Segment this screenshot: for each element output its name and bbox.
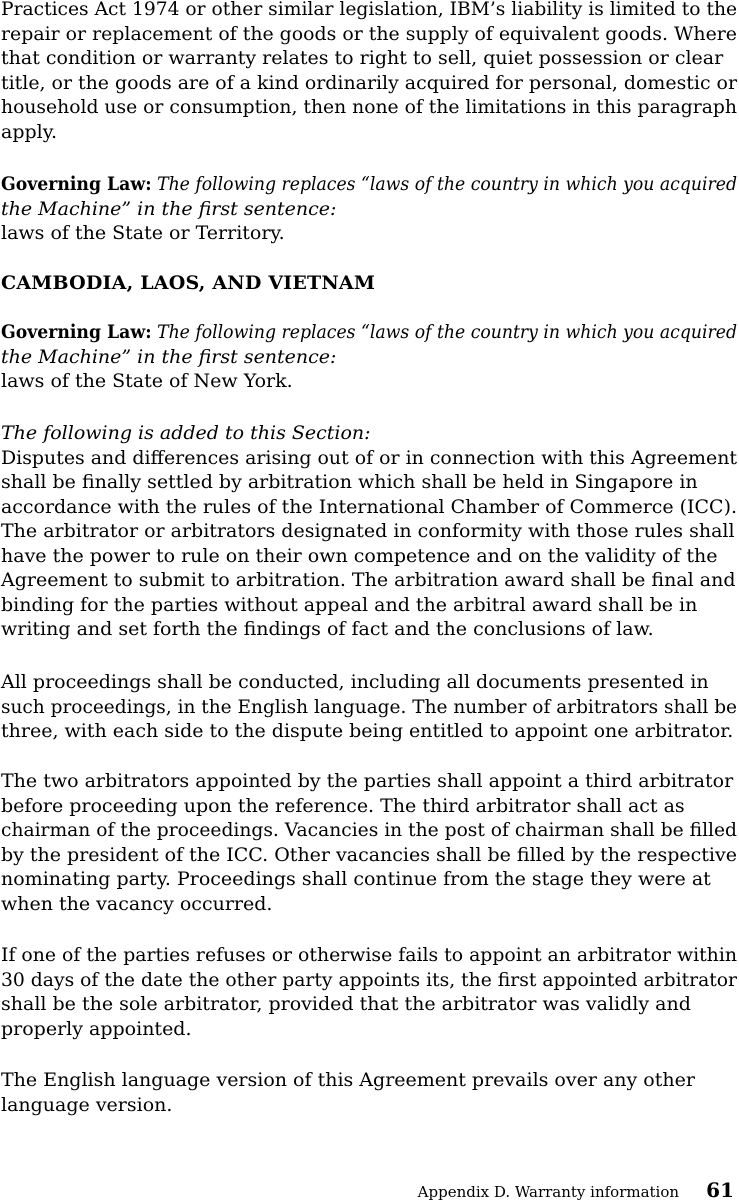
text-line: repair or replacement of the goods or the supply of equivalent goods. Where	[1, 22, 737, 45]
page-footer	[418, 1178, 734, 1202]
text-line: properly appointed.	[1, 1017, 192, 1040]
text-line: three, with each side to the dispute being entitled to appoint one arbitrator.	[1, 720, 734, 742]
governing-law-note-cont: the Machine” in the first sentence:	[1, 345, 337, 368]
governing-law-note: The following replaces “laws of the country in which you acquired	[157, 173, 738, 195]
text-line: accordance with the rules of the International Chamber of Commerce (ICC).	[1, 495, 738, 518]
text-line: Disputes and differences arising out of or in connection with this Agreement	[1, 446, 737, 469]
text-line: chairman of the proceedings. Vacancies in the post of chairman shall be filled	[1, 819, 738, 841]
text-line: binding for the parties without appeal and the arbitral award shall be in	[1, 593, 698, 616]
paragraph-third-arbitrator	[1, 769, 739, 916]
paragraph-arbitration	[1, 421, 739, 642]
governing-law-new-york	[1, 320, 739, 394]
paragraph-english-version	[1, 1068, 695, 1117]
text-line: by the president of the ICC. Other vacancies shall be filled by the respective	[1, 843, 737, 866]
paragraph-liability	[1, 0, 739, 144]
text-line: title, or the goods are of a kind ordinarily acquired for personal, domestic or	[1, 71, 738, 94]
text-line: writing and set forth the findings of fact and the conclusions of law.	[1, 618, 654, 640]
governing-law-territory	[1, 172, 739, 246]
added-intro: The following is added to this Section:	[1, 422, 371, 444]
governing-law-note: The following replaces “laws of the country in which you acquired	[157, 321, 738, 343]
governing-law-text: laws of the State of New York.	[1, 370, 293, 392]
text-line: that condition or warranty relates to right to sell, quiet possession or clear	[1, 47, 724, 69]
text-line: have the power to rule on their own competence and on the validity of the	[1, 544, 718, 567]
text-line: shall be finally settled by arbitration which shall be held in Singapore in	[1, 471, 698, 493]
paragraph-sole-arbitrator	[1, 943, 739, 1041]
footer-section-label: Appendix D. Warranty information	[417, 1183, 680, 1201]
text-line: Practices Act 1974 or other similar legislation, IBM’s liability is limited to the	[1, 0, 738, 20]
text-line: 30 days of the date the other party appoints its, the first appointed arbitrator	[1, 968, 738, 991]
text-line: If one of the parties refuses or otherwise fails to appoint an arbitrator within	[1, 944, 737, 966]
governing-law-text: laws of the State or Territory.	[1, 222, 285, 244]
text-line: such proceedings, in the English language. The number of arbitrators shall be	[1, 695, 738, 718]
governing-law-note-cont: the Machine” in the first sentence:	[1, 197, 337, 220]
text-line: nominating party. Proceedings shall continue from the stage they were at	[1, 868, 711, 890]
text-line: The English language version of this Agreement prevails over any other	[1, 1069, 695, 1091]
section-heading: CAMBODIA, LAOS, AND VIETNAM	[1, 272, 376, 294]
text-line: before proceeding upon the reference. The third arbitrator shall act as	[1, 794, 685, 817]
text-line: language version.	[1, 1093, 173, 1116]
page-number: 61	[706, 1178, 734, 1202]
text-line: when the vacancy occurred.	[1, 892, 273, 915]
governing-law-label: Governing Law:	[1, 321, 152, 343]
text-line: All proceedings shall be conducted, including all documents presented in	[1, 671, 709, 693]
text-line: apply.	[1, 120, 57, 143]
text-line: The arbitrator or arbitrators designated in conformity with those rules shall	[1, 520, 735, 542]
governing-law-label: Governing Law:	[1, 173, 152, 195]
text-line: The two arbitrators appointed by the parties shall appoint a third arbitrator	[1, 770, 734, 792]
text-line: Agreement to submit to arbitration. The arbitration award shall be final and	[1, 569, 736, 591]
text-line: shall be the sole arbitrator, provided that the arbitrator was validly and	[1, 993, 691, 1015]
text-line: household use or consumption, then none of the limitations in this paragraph	[1, 96, 737, 118]
paragraph-proceedings	[1, 670, 739, 744]
